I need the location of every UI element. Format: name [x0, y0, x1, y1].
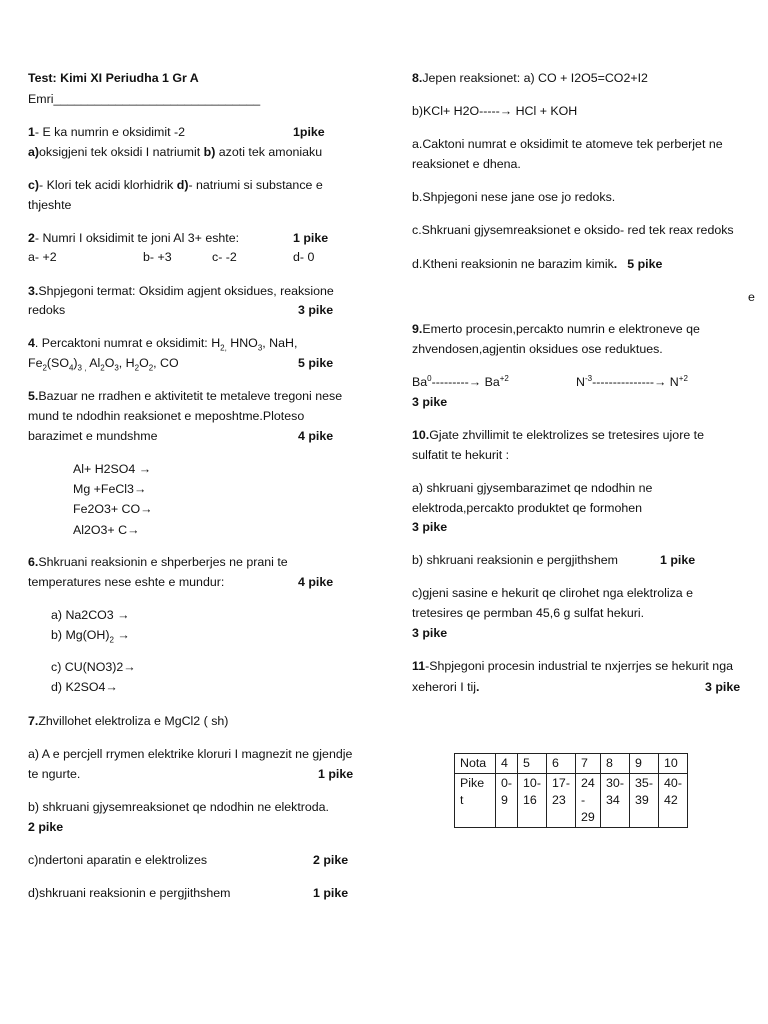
q8-a-line: a.Caktoni numrat e oksidimit te atomeve tek perberjet ne [412, 137, 723, 151]
q7-number: 7. [28, 714, 39, 728]
q1-a-text: oksigjeni tek oksidi I natriumit [39, 145, 204, 159]
q1-c-text: - Klori tek acidi klorhidrik [39, 178, 177, 192]
q10-text-cont: sulfatit te hekurit : [412, 448, 510, 462]
q8-a-line-cont: reaksionet e dhena. [412, 157, 521, 171]
q5-number: 5. [28, 389, 39, 403]
table-cell: 30- 34 [601, 774, 630, 828]
q9-n-sup: -3 [584, 373, 593, 383]
question-6 [28, 552, 288, 572]
question-4 [28, 333, 297, 353]
q7-c-points: 2 pike [313, 853, 349, 867]
q2-number: 2 [28, 231, 35, 245]
question-5 [28, 386, 342, 406]
q1-d-label: d) [176, 178, 189, 192]
question-9 [412, 319, 700, 339]
q1-text: - E ka numrin e oksidimit -2 [34, 125, 186, 139]
question-7 [28, 711, 228, 731]
q9-ba-reaction [412, 372, 509, 392]
q1-points: 1pike [293, 125, 325, 139]
q7-a-points: 1 pike [318, 767, 354, 781]
q9-n-reaction [576, 372, 688, 392]
table-cell: 6 [547, 754, 576, 774]
grade-table [454, 753, 688, 828]
q2-option-a: a- +2 [28, 250, 57, 264]
q6-text-cont: temperatures nese eshte e mundur: [28, 575, 225, 589]
q4-so4: (SO [46, 356, 69, 370]
q5-reaction-2: Mg +FeCl3→ [73, 482, 147, 496]
q3-text-cont: redoks [28, 303, 66, 317]
q11-text-cont [412, 677, 480, 697]
q8-text: Jepen reaksionet: a) CO + I2O5=CO2+I2 [422, 71, 648, 85]
q11-text2: xeherori I tij [412, 680, 477, 694]
q10-c: c)gjeni sasine e hekurit qe clirohet nga elektroliza e [412, 586, 694, 600]
q5-reaction-1: Al+ H2SO4 → [73, 462, 152, 476]
table-cell: 0- 9 [496, 774, 518, 828]
q9-ba-sup2: +2 [499, 373, 509, 383]
q2-option-b: b- +3 [143, 250, 172, 264]
q6-option-c: c) CU(NO3)2→ [51, 660, 136, 674]
q4-number: 4 [28, 336, 35, 350]
q9-text-cont: zhvendosen,agjentin oksidues ose reduktues. [412, 342, 663, 356]
question-1 [28, 122, 185, 142]
q8-d-text: d.Ktheni reaksionin ne barazim kimik [412, 257, 614, 271]
q6-option-b [51, 625, 130, 645]
q4-co: , CO [153, 356, 179, 370]
q10-a-cont: elektroda,percakto produktet qe formohen [412, 501, 643, 515]
q9-ba-arrow: ---------→ Ba [431, 375, 500, 389]
q6-option-d: d) K2SO4→ [51, 680, 118, 694]
q7-b-points: 2 pike [28, 820, 64, 834]
q4-close: ) [73, 356, 78, 370]
q7-a: a) A e percjell rrymen elektrike kloruri I magnezit ne gjendje [28, 747, 353, 761]
q2-text: - Numri I oksidimit te joni Al 3+ eshte: [34, 231, 240, 245]
q6-text: Shkruani reaksionin e shperberjes ne prani te [38, 555, 288, 569]
q9-points: 3 pike [412, 395, 448, 409]
q2-option-c: c- -2 [212, 250, 237, 264]
q10-c-cont: tretesires qe permban 45,6 g sulfat hekuri. [412, 606, 645, 620]
q4-close-sub: 3 , [77, 363, 87, 373]
q10-b-points: 1 pike [660, 553, 696, 567]
q9-n-sup2: +2 [678, 373, 688, 383]
q1-d-text-cont: thjeshte [28, 198, 72, 212]
q1-number: 1 [28, 125, 35, 139]
q4-h2o2-sub2: 2 [148, 363, 154, 373]
question-2 [28, 228, 239, 248]
q7-b: b) shkruani gjysemreaksionet qe ndodhin ne elektroda. [28, 800, 329, 814]
q7-text: Zhvillohet elektroliza e MgCl2 ( sh) [38, 714, 229, 728]
q9-n: N [576, 375, 585, 389]
question-8 [412, 68, 648, 88]
q4-hno3: HNO [226, 336, 258, 350]
table-cell: 35- 39 [630, 774, 659, 828]
q3-text: Shpjegoni termat: Oksidim agjent oksidues, reaksione [38, 284, 334, 298]
q9-n-arrow: ---------------→ N [592, 375, 679, 389]
stray-letter: e [748, 290, 755, 304]
q2-option-d: d- 0 [293, 250, 315, 264]
table-cell: 9 [630, 754, 659, 774]
q4-o: O [104, 356, 115, 370]
q6-number: 6. [28, 555, 39, 569]
table-row [455, 774, 688, 828]
q4-fe-sub: 2 [42, 363, 47, 373]
question-3 [28, 281, 334, 301]
q5-text-cont: mund te ndodhin reaksionet e meposhtme.Ploteso [28, 409, 305, 423]
q3-number: 3. [28, 284, 39, 298]
question-11 [412, 656, 733, 676]
q10-a: a) shkruani gjysembarazimet qe ndodhin ne [412, 481, 653, 495]
q9-ba-sup: 0 [427, 373, 432, 383]
q9-text: Emerto procesin,percakto numrin e elektroneve qe [422, 322, 700, 336]
table-cell: 10 [659, 754, 688, 774]
table-cell: 7 [576, 754, 601, 774]
name-line: Emri______________________________ [28, 92, 261, 106]
table-cell: Nota [455, 754, 496, 774]
q8-reaction-b: b)KCl+ H2O-----→ HCl + KOH [412, 104, 578, 118]
q10-c-points: 3 pike [412, 626, 448, 640]
q4-h2o2-h: , H [118, 356, 135, 370]
q5-reaction-3: Fe2O3+ CO→ [73, 502, 153, 516]
table-cell: 8 [601, 754, 630, 774]
q8-c-line: c.Shkruani gjysemreaksionet e oksido- red tek reax redoks [412, 223, 734, 237]
q1-options-cd [28, 175, 323, 195]
q8-points: 5 pike [627, 257, 663, 271]
q6-b-formula: b) Mg(OH) [51, 628, 110, 642]
q1-options-ab [28, 142, 322, 162]
q6-option-a: a) Na2CO3 → [51, 608, 130, 622]
q7-c: c)ndertoni aparatin e elektrolizes [28, 853, 208, 867]
q4-o-sub: 3 [114, 363, 119, 373]
q7-d-points: 1 pike [313, 886, 349, 900]
q5-points: 4 pike [298, 429, 334, 443]
q7-a-cont: te ngurte. [28, 767, 81, 781]
q6-b-sub: 2 [109, 635, 114, 645]
table-cell: Pike t [455, 774, 496, 828]
q1-c-label: c) [28, 178, 40, 192]
q10-text: Gjate zhvillimit te elektrolizes se tretesires ujore te [429, 428, 704, 442]
q6-b-arrow: → [113, 628, 130, 642]
q10-number: 10. [412, 428, 430, 442]
q4-fe: Fe [28, 356, 43, 370]
q5-reaction-4: Al2O3+ C→ [73, 523, 140, 537]
q4-so4-sub: 4 [68, 363, 74, 373]
table-cell: 40- 42 [659, 774, 688, 828]
q8-d-line [412, 254, 662, 274]
q4-al: Al [86, 356, 101, 370]
q1-b-label: b) [203, 145, 216, 159]
q10-b: b) shkruani reaksionin e pergjithshem [412, 553, 618, 567]
table-cell: 4 [496, 754, 518, 774]
q11-number: 11 [412, 659, 426, 673]
q4-h2o2-o: O [139, 356, 149, 370]
q1-b-text: azoti tek amoniaku [215, 145, 323, 159]
q4-hno3-sub: 3 [257, 343, 263, 353]
table-cell: 10- 16 [518, 774, 547, 828]
q9-ba: Ba [412, 375, 428, 389]
q3-points: 3 pike [298, 303, 334, 317]
q1-a-label: a) [28, 145, 40, 159]
q11-text: -Shpjegoni procesin industrial te nxjerrjes se hekurit nga [425, 659, 733, 673]
table-cell: 5 [518, 754, 547, 774]
q4-h2-sub: 2, [220, 343, 227, 353]
q11-dot: . [476, 680, 480, 694]
question-10 [412, 425, 704, 445]
q4-text: . Percaktoni numrat e oksidimit: H [34, 336, 221, 350]
q8-d-dot: . [613, 257, 618, 271]
table-cell: 24 - 29 [576, 774, 601, 828]
q4-points: 5 pike [298, 356, 334, 370]
q4-al-sub: 2 [100, 363, 105, 373]
q5-text: Bazuar ne rradhen e aktivitetit te metaleve tregoni nese [38, 389, 343, 403]
table-row [455, 754, 688, 774]
q9-number: 9. [412, 322, 423, 336]
q11-points: 3 pike [705, 680, 741, 694]
q7-d: d)shkruani reaksionin e pergjithshem [28, 886, 231, 900]
q4-nah: , NaH, [262, 336, 298, 350]
q8-b-line: b.Shpjegoni nese jane ose jo redoks. [412, 190, 616, 204]
q2-points: 1 pike [293, 231, 329, 245]
q8-number: 8. [412, 71, 423, 85]
q1-d-text: - natriumi si substance e [188, 178, 323, 192]
table-cell: 17- 23 [547, 774, 576, 828]
q6-points: 4 pike [298, 575, 334, 589]
q10-a-points: 3 pike [412, 520, 448, 534]
q4-formulas [28, 353, 179, 373]
q5-text-cont2: barazimet e mundshme [28, 429, 158, 443]
test-header: Test: Kimi XI Periudha 1 Gr A [28, 71, 199, 85]
q4-h2o2-sub1: 2 [134, 363, 140, 373]
